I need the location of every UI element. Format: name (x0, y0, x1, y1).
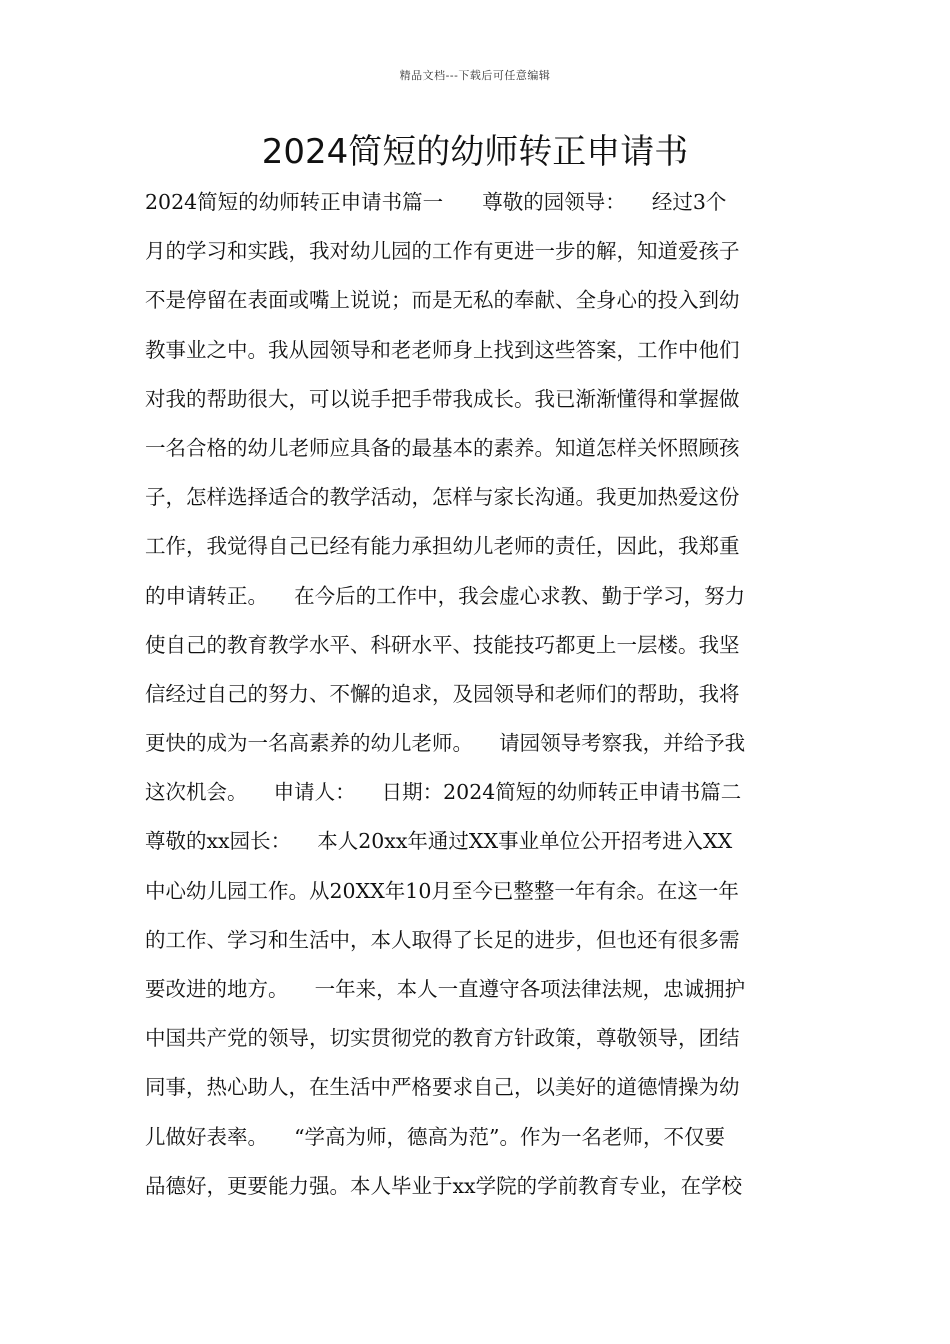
text-line: 不是停留在表面或嘴上说说；而是无私的奉献、全身心的投入到幼 (145, 288, 740, 313)
text-line: 这次机会。 申请人： 日期：2024简短的幼师转正申请书篇二 (145, 780, 742, 805)
text-line: 工作，我觉得自己已经有能力承担幼儿老师的责任，因此，我郑重 (145, 534, 740, 559)
text-line: 尊敬的xx园长： 本人20xx年通过XX事业单位公开招考进入XX (145, 829, 733, 854)
header-note: 精品文档---下载后可任意编辑 (399, 69, 551, 82)
text-line: 月的学习和实践，我对幼儿园的工作有更进一步的解，知道爱孩子 (145, 239, 740, 264)
document-body (145, 178, 810, 1211)
text-line: 中国共产党的领导，切实贯彻党的教育方针政策，尊敬领导，团结 (145, 1026, 740, 1051)
document-title: 2024简短的幼师转正申请书 (261, 132, 689, 172)
text-line: 中心幼儿园工作。从20XX年10月至今已整整一年有余。在这一年 (145, 878, 739, 903)
text-line: 子，怎样选择适合的教学活动，怎样与家长沟通。我更加热爱这份 (145, 485, 740, 510)
text-line: 要改进的地方。 一年来，本人一直遵守各项法律法规，忠诚拥护 (145, 977, 746, 1001)
text-line: 的工作、学习和生活中，本人取得了长足的进步，但也还有很多需 (145, 927, 740, 952)
text-line: 对我的帮助很大，可以说手把手带我成长。我已渐渐懂得和掌握做 (145, 386, 740, 411)
text-line: 使自己的教育教学水平、科研水平、技能技巧都更上一层楼。我坚 (145, 632, 740, 657)
text-line: 信经过自己的努力、不懈的追求，及园领导和老师们的帮助，我将 (145, 681, 740, 706)
text-line: 教事业之中。我从园领导和老老师身上找到这些答案，工作中他们 (145, 337, 740, 362)
text-line: 儿做好表率。 “学高为师，德高为范”。作为一名老师，不仅要 (145, 1124, 726, 1149)
text-line: 品德好，更要能力强。本人毕业于xx学院的学前教育专业，在学校 (145, 1173, 743, 1198)
text-line: 的申请转正。 在今后的工作中，我会虚心求教、勤于学习，努力 (145, 583, 746, 608)
text-line: 同事，热心助人，在生活中严格要求自己，以美好的道德情操为幼 (145, 1075, 740, 1100)
text-line: 更快的成为一名高素养的幼儿老师。 请园领导考察我，并给予我 (145, 731, 746, 756)
text-line: 2024简短的幼师转正申请书篇一 尊敬的园领导： 经过3个 (145, 190, 727, 214)
text-line: 一名合格的幼儿老师应具备的最基本的素养。知道怎样关怀照顾孩 (145, 435, 740, 460)
